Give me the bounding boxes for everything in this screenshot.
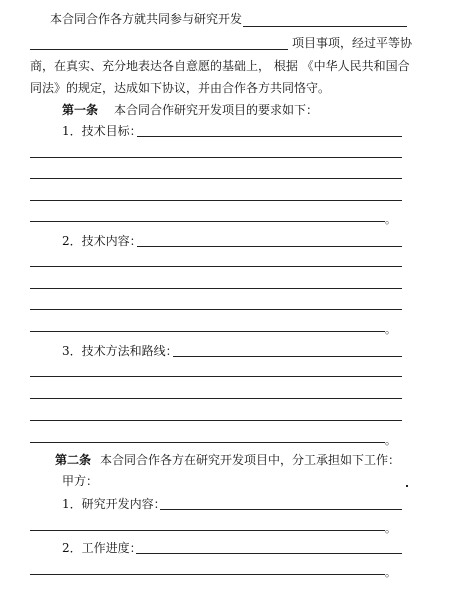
tech-method-end-mark: 。 xyxy=(385,434,396,447)
tech-content-line-4 xyxy=(30,309,402,310)
article-2-text: 本合同合作各方在研究开发项目中，分工承担如下工作： xyxy=(100,453,401,467)
project-name-blank xyxy=(243,26,407,27)
article-2-heading: 第二条 xyxy=(55,453,92,467)
tech-content-label: 2．技术内容： xyxy=(62,234,142,248)
tech-content-line-1 xyxy=(137,246,402,247)
rd-content-end-mark: 。 xyxy=(385,522,396,535)
stray-mark xyxy=(406,485,408,487)
work-progress-line-2 xyxy=(30,574,385,575)
tech-content-line-3 xyxy=(30,288,402,289)
tech-goal-line-3 xyxy=(30,178,402,179)
article-1-text: 本合同合作研究开发项目的要求如下： xyxy=(114,103,319,117)
tech-method-line-5 xyxy=(30,442,385,443)
rd-content-line-2 xyxy=(30,530,385,531)
party-a-label: 甲方： xyxy=(62,474,99,488)
tech-goal-line-1 xyxy=(137,136,402,137)
tech-content-line-5 xyxy=(30,331,385,332)
tech-method-line-4 xyxy=(30,420,402,421)
work-progress-label: 2．工作进度： xyxy=(62,541,142,555)
tech-goal-end-mark: 。 xyxy=(385,213,396,226)
rd-content-line-1 xyxy=(160,509,402,510)
article-1-heading: 第一条 xyxy=(62,103,99,117)
tech-method-line-2 xyxy=(30,376,402,377)
project-name-blank-cont xyxy=(30,49,288,50)
tech-goal-label: 1．技术目标： xyxy=(62,124,142,138)
intro-line-1: 本合同合作各方就共同参与研究开发 xyxy=(50,12,243,26)
intro-line-4: 同法》的规定，达成如下协议，并由合作各方共同恪守。 xyxy=(30,81,331,95)
tech-goal-line-5 xyxy=(30,221,385,222)
tech-goal-line-4 xyxy=(30,200,402,201)
tech-content-line-2 xyxy=(30,266,402,267)
rd-content-label: 1．研究开发内容： xyxy=(62,497,166,511)
intro-line-3: 商，在真实、充分地表达各自意愿的基础上， 根据 《中华人民共和国合 xyxy=(30,59,410,73)
tech-content-end-mark: 。 xyxy=(385,323,396,336)
tech-method-line-1 xyxy=(173,356,402,357)
work-progress-line-1 xyxy=(136,553,402,554)
work-progress-end-mark: 。 xyxy=(385,566,396,579)
intro-line-2: 项目事项，经过平等协 xyxy=(292,36,413,50)
tech-method-line-3 xyxy=(30,398,402,399)
tech-method-label: 3．技术方法和路线： xyxy=(62,344,178,358)
tech-goal-line-2 xyxy=(30,157,402,158)
